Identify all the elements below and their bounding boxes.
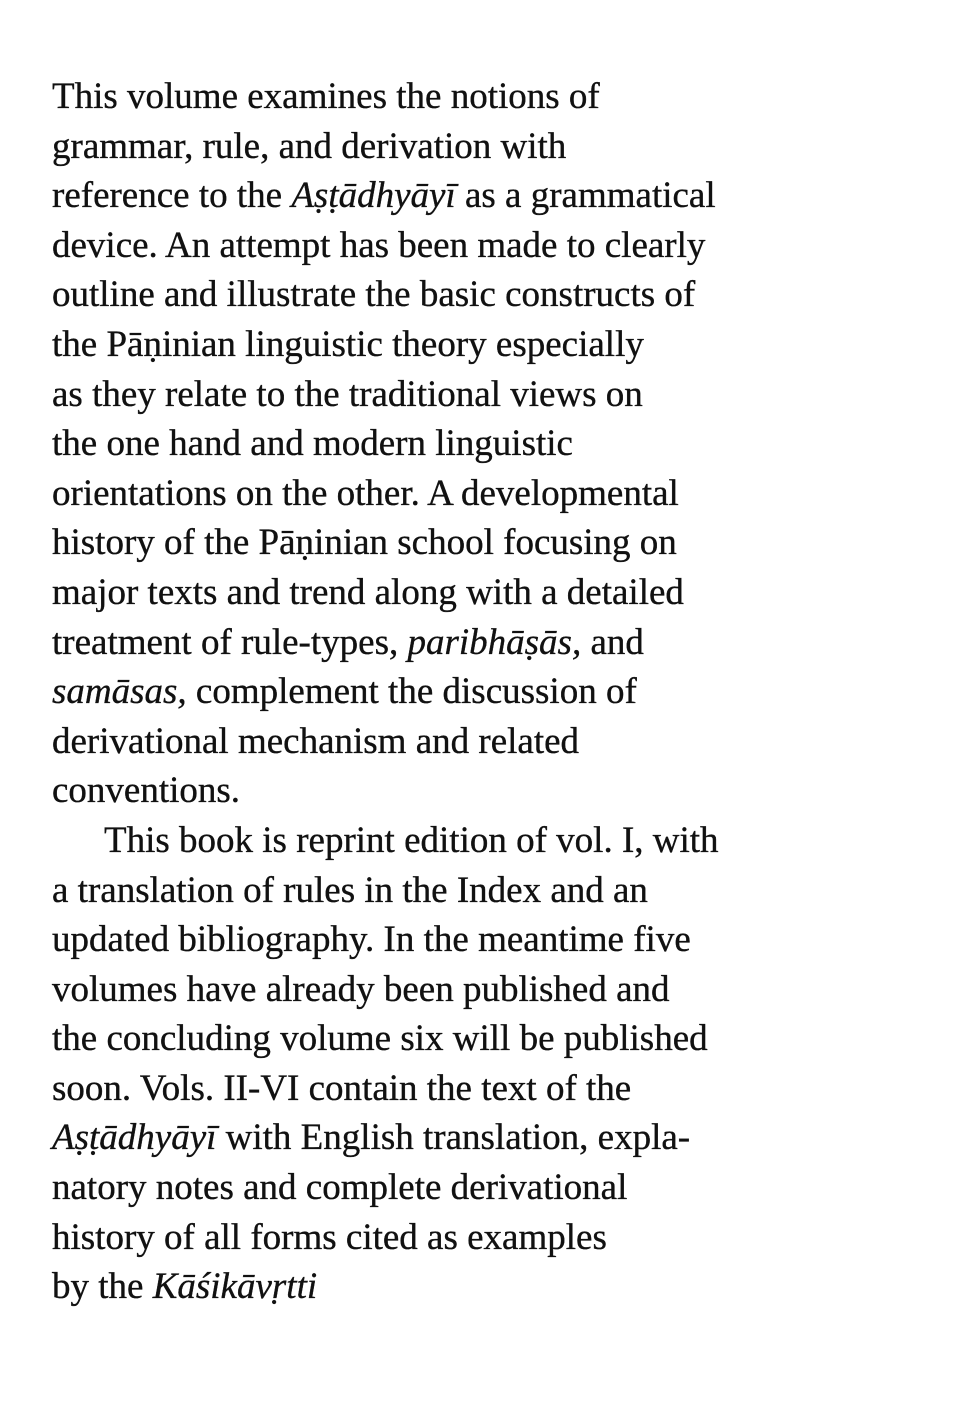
text-line (48, 1113, 928, 1163)
text-line (48, 270, 928, 320)
text-segment: grammar, rule, and derivation with (52, 125, 567, 167)
text-line (48, 518, 928, 568)
text-segment: natory notes and complete derivational (52, 1167, 628, 1209)
text-segment: treatment of rule-types, (52, 621, 408, 663)
text-segment: a translation of rules in the Index and an (52, 869, 648, 911)
text-line (48, 1262, 928, 1312)
text-segment: history of the Pāṇinian school focusing on (52, 522, 677, 564)
text-segment: soon. Vols. II-VI contain the text of the (52, 1067, 632, 1109)
text-segment: conventions. (52, 770, 241, 812)
text-line (48, 618, 928, 668)
italic-term: Aṣṭādhyāyī (52, 1117, 217, 1159)
text-line (48, 816, 928, 866)
italic-term: samāsas, (52, 671, 187, 713)
text-segment: the concluding volume six will be published (52, 1018, 708, 1060)
blurb-text (48, 72, 928, 1312)
text-line (48, 866, 928, 916)
text-segment: orientations on the other. A developmental (52, 472, 679, 514)
text-segment: complement the discussion of (186, 671, 637, 713)
paragraph-2 (48, 816, 928, 1312)
text-line (48, 122, 928, 172)
text-line (48, 717, 928, 767)
text-segment: as a grammatical (455, 175, 716, 217)
text-segment: and (581, 621, 644, 663)
text-line (48, 766, 928, 816)
text-line (48, 1014, 928, 1064)
text-line (48, 72, 928, 122)
text-line (48, 965, 928, 1015)
italic-term: Kāśikāvṛtti (152, 1266, 318, 1308)
text-line (48, 419, 928, 469)
text-line (48, 915, 928, 965)
text-segment: major texts and trend along with a detailed (52, 571, 684, 613)
text-segment: device. An attempt has been made to clearly (52, 224, 706, 266)
paragraph-1 (48, 72, 928, 816)
text-segment: the one hand and modern linguistic (52, 423, 573, 465)
text-line (48, 469, 928, 519)
text-line (48, 370, 928, 420)
text-segment: volumes have already been published and (52, 968, 670, 1010)
text-segment: history of all forms cited as examples (52, 1216, 607, 1258)
text-line (48, 171, 928, 221)
italic-term: Aṣṭādhyāyī (291, 175, 456, 217)
italic-term: paribhāṣās, (407, 621, 582, 663)
text-segment: as they relate to the traditional views on (52, 373, 643, 415)
text-line (48, 1064, 928, 1114)
text-segment: updated bibliography. In the meantime five (52, 919, 691, 961)
text-line (48, 667, 928, 717)
text-segment: reference to the (52, 175, 292, 217)
text-line (48, 1163, 928, 1213)
text-segment: the Pāṇinian linguistic theory especially (52, 323, 644, 365)
text-segment: outline and illustrate the basic constructs of (52, 274, 696, 316)
text-segment: with English translation, expla- (216, 1117, 691, 1159)
text-segment: This book is reprint edition of vol. I, with (104, 819, 719, 861)
text-segment: This volume examines the notions of (52, 76, 600, 117)
text-line (48, 221, 928, 271)
text-line (48, 1213, 928, 1263)
text-segment: derivational mechanism and related (52, 720, 580, 762)
text-segment: by the (52, 1266, 153, 1308)
text-line (48, 320, 928, 370)
text-line (48, 568, 928, 618)
